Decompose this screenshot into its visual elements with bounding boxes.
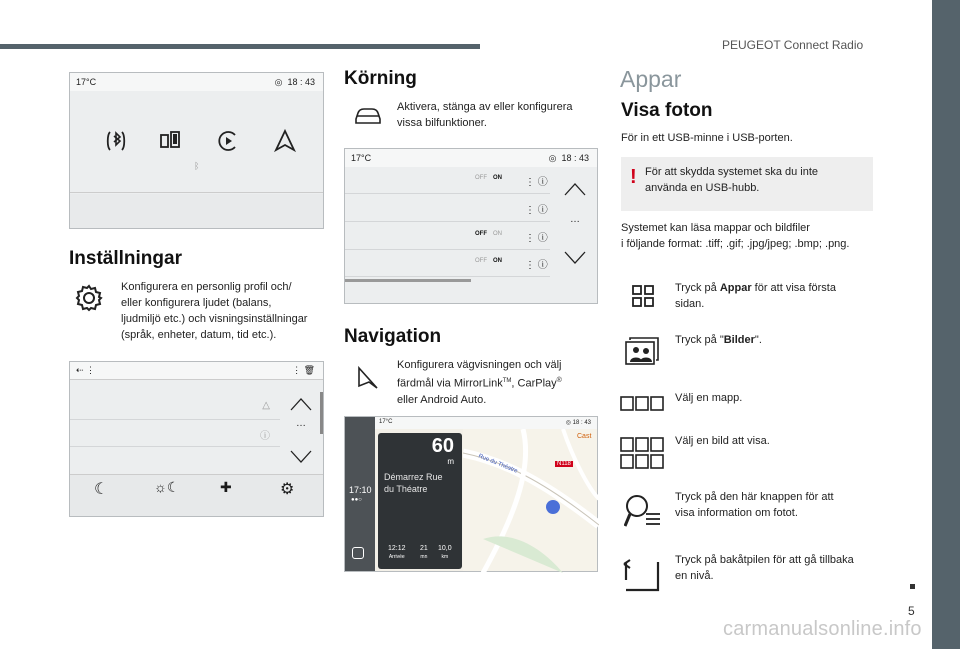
page-indicator	[345, 279, 471, 282]
trash-icon[interactable]: ⋮ 🗑︎	[292, 365, 315, 375]
more-icon: …	[570, 214, 580, 225]
info-icon[interactable]: ⋮ ⓘ	[525, 260, 548, 271]
apps-grid-icon	[631, 284, 655, 308]
warning-text: För att skydda systemet ska du inte använda en USB-hubb.	[645, 166, 819, 194]
clock: ◎ 18 : 43	[274, 77, 315, 87]
screen-settings	[69, 361, 324, 517]
temperature: 17°C	[351, 153, 372, 163]
view-photos-title: Visa foton	[621, 100, 713, 121]
clock: ◎ 18 : 43	[548, 153, 589, 163]
settings-gear-icon	[75, 284, 103, 312]
remaining-distance: 10,0 km	[438, 545, 452, 560]
more-icon: …	[296, 418, 306, 429]
place-label: Cast	[577, 433, 592, 440]
bluetooth-phone-icon[interactable]	[104, 129, 128, 153]
settings-row[interactable]	[70, 448, 280, 474]
screen-navigation-map	[344, 416, 598, 572]
step-open-apps: Tryck på Appar för att visa första sidan.	[675, 282, 836, 310]
distance-unit: m	[447, 457, 454, 466]
driving-row[interactable]	[345, 250, 550, 277]
status-bar	[70, 73, 323, 91]
profile-icon[interactable]: ✚	[220, 479, 232, 495]
toggle-switch[interactable]: OFF ON	[475, 258, 502, 264]
status-bar	[345, 149, 597, 167]
header-accent-bar	[0, 44, 480, 49]
driving-row[interactable]	[345, 195, 550, 222]
trip-duration: 21 mn	[420, 545, 428, 560]
continuation-marker	[910, 584, 915, 589]
navigation-icon[interactable]	[273, 129, 297, 153]
folder-row-icon	[620, 394, 664, 412]
image-grid-icon	[620, 437, 664, 469]
header-title: PEUGEOT Connect Radio	[722, 38, 864, 52]
settings-description: Konfigurera en personlig profil och/ eller konfigurera ljudet (balans, ljudmiljö etc.) och visningsinställningar (språk, enheter, datum, tid etc.).	[121, 281, 308, 341]
chevron-down-icon[interactable]	[564, 251, 586, 265]
step-go-back: Tryck på bakåtpilen för att gå tillbaka en nivå.	[675, 554, 854, 582]
road-label: N118	[557, 461, 571, 467]
driving-title: Körning	[344, 68, 417, 89]
settings-row[interactable]	[70, 394, 280, 420]
maneuver-instruction: Démarrez Rue du Théatre	[384, 472, 443, 494]
warning-icon: !	[630, 166, 637, 188]
driving-description: Aktivera, stänga av eller konfigurera vissa bilfunktioner.	[397, 101, 573, 129]
navigation-description: Konfigurera vägvisningen och välj färdmål via MirrorLink™, CarPlay® eller Android Auto.	[397, 359, 562, 406]
page-number: 5	[908, 604, 915, 618]
watermark: carmanualsonline.info	[723, 618, 922, 640]
step-photo-info: Tryck på den här knappen för att visa information om fotot.	[675, 491, 834, 519]
settings-shortcut-bar	[70, 474, 323, 516]
screen-driving	[344, 148, 598, 304]
projection-sidebar	[345, 417, 375, 571]
warning-note	[621, 157, 873, 211]
main-menu-area	[70, 91, 323, 193]
home-button[interactable]	[352, 547, 364, 559]
info-small-icon: ⓘ	[260, 431, 270, 442]
bluetooth-small-icon: ᛒ	[194, 161, 200, 171]
navigation-title: Navigation	[344, 326, 442, 347]
settings-title: Inställningar	[69, 248, 182, 269]
screen-main-menu	[69, 72, 324, 229]
supported-formats: Systemet kan läsa mappar och bildfiler i följande format: .tiff; .gif; .jpg/jpeg; .bmp; .png.	[621, 222, 850, 250]
arrival-time: 12:12 Arrivée	[388, 545, 406, 560]
toggle-switch[interactable]: OFF ON	[475, 231, 502, 237]
settings-toolbar	[70, 362, 323, 380]
main-menu-footer	[70, 161, 323, 228]
apps-icon[interactable]	[158, 129, 182, 153]
page-side-bar	[932, 0, 960, 649]
maneuver-distance: 60	[431, 435, 454, 457]
usb-intro: För in ett USB-minne i USB-porten.	[621, 132, 793, 144]
street-label: Rue du Théatre	[477, 453, 519, 475]
chevron-down-icon[interactable]	[290, 450, 312, 464]
settings-small-icon[interactable]: ⚙	[280, 481, 295, 498]
toggle-switch[interactable]: OFF ON	[475, 175, 502, 181]
photos-icon	[624, 336, 660, 366]
car-icon	[354, 106, 382, 126]
step-select-folder: Välj en mapp.	[675, 392, 743, 404]
back-arrow-icon[interactable]: ⇠ ⋮	[76, 365, 96, 375]
driving-row[interactable]	[345, 167, 550, 194]
apps-title: Appar	[620, 66, 682, 92]
chevron-up-icon[interactable]	[290, 397, 312, 411]
guidance-card	[378, 433, 462, 569]
map-area[interactable]	[463, 429, 597, 571]
scrollbar[interactable]	[320, 392, 323, 434]
driving-row[interactable]	[345, 223, 550, 250]
info-icon[interactable]: ⋮ ⓘ	[525, 233, 548, 244]
back-arrow-icon	[622, 558, 662, 594]
info-icon[interactable]: ⋮ ⓘ	[525, 205, 548, 216]
step-open-pictures: Tryck på "Bilder".	[675, 334, 762, 346]
map-roads	[463, 429, 599, 573]
navigation-arrow-icon	[356, 365, 380, 391]
info-icon[interactable]: ⋮ ⓘ	[525, 177, 548, 188]
day-night-icon[interactable]: ☼☾	[154, 479, 180, 495]
warning-small-icon: △	[262, 400, 270, 411]
night-mode-icon[interactable]: ☾	[94, 481, 109, 498]
status-bar: 17°C ◎ 18 : 43	[345, 417, 597, 429]
media-play-icon[interactable]	[216, 129, 240, 153]
projection-clock: 17:10	[349, 485, 372, 495]
signal-dots: ●●○	[351, 497, 362, 503]
settings-row[interactable]	[70, 421, 280, 447]
step-select-image: Välj en bild att visa.	[675, 435, 770, 447]
photo-info-icon	[624, 494, 662, 530]
temperature: 17°C	[76, 77, 97, 87]
chevron-up-icon[interactable]	[564, 182, 586, 196]
